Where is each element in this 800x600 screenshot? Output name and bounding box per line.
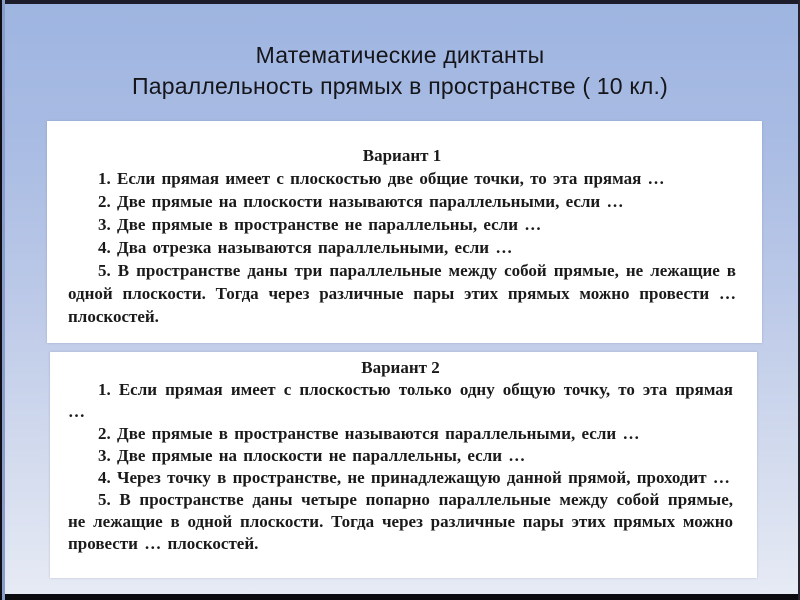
variant-item: 5. В пространстве даны четыре попарно параллельные между собой прямые, не лежащие в одной плоскости. Тогда через различные пары этих прямых можно провести … плоскостей. (68, 490, 733, 553)
slide-title (0, 40, 800, 102)
variant-item: 3. Две прямые в пространстве не параллельны, если … (98, 215, 542, 234)
variant-item: 1. Если прямая имеет с плоскостью только одну общую точку, то эта прямая … (68, 380, 733, 421)
variant-item: 5. В пространстве даны три параллельные между собой прямые, не лежащие в одной плоскости. Тогда через различные пары этих прямых можно провести … плоскостей. (68, 261, 736, 326)
variant-item: 1. Если прямая имеет с плоскостью две общие точки, то эта прямая … (98, 169, 665, 188)
variant-2-heading: Вариант 2 (361, 358, 440, 377)
variant-item: 2. Две прямые в пространстве называются параллельными, если … (98, 424, 640, 443)
variant-item: 4. Два отрезка называются параллельными, если … (98, 238, 513, 257)
variant-1-card (47, 121, 762, 343)
title-line-2: Параллельность прямых в пространстве ( 10 кл.) (132, 73, 668, 99)
variant-2-card (50, 352, 757, 578)
variant-item: 3. Две прямые на плоскости не параллельны, если … (98, 446, 526, 465)
top-border-bar (0, 0, 800, 4)
variant-item: 4. Через точку в пространстве, не принадлежащую данной прямой, проходит … (98, 468, 730, 487)
variant-item: 2. Две прямые на плоскости называются параллельными, если … (98, 192, 624, 211)
bottom-border-bar (0, 594, 800, 600)
variant-1-heading: Вариант 1 (362, 146, 442, 165)
title-line-1: Математические диктанты (255, 42, 545, 68)
